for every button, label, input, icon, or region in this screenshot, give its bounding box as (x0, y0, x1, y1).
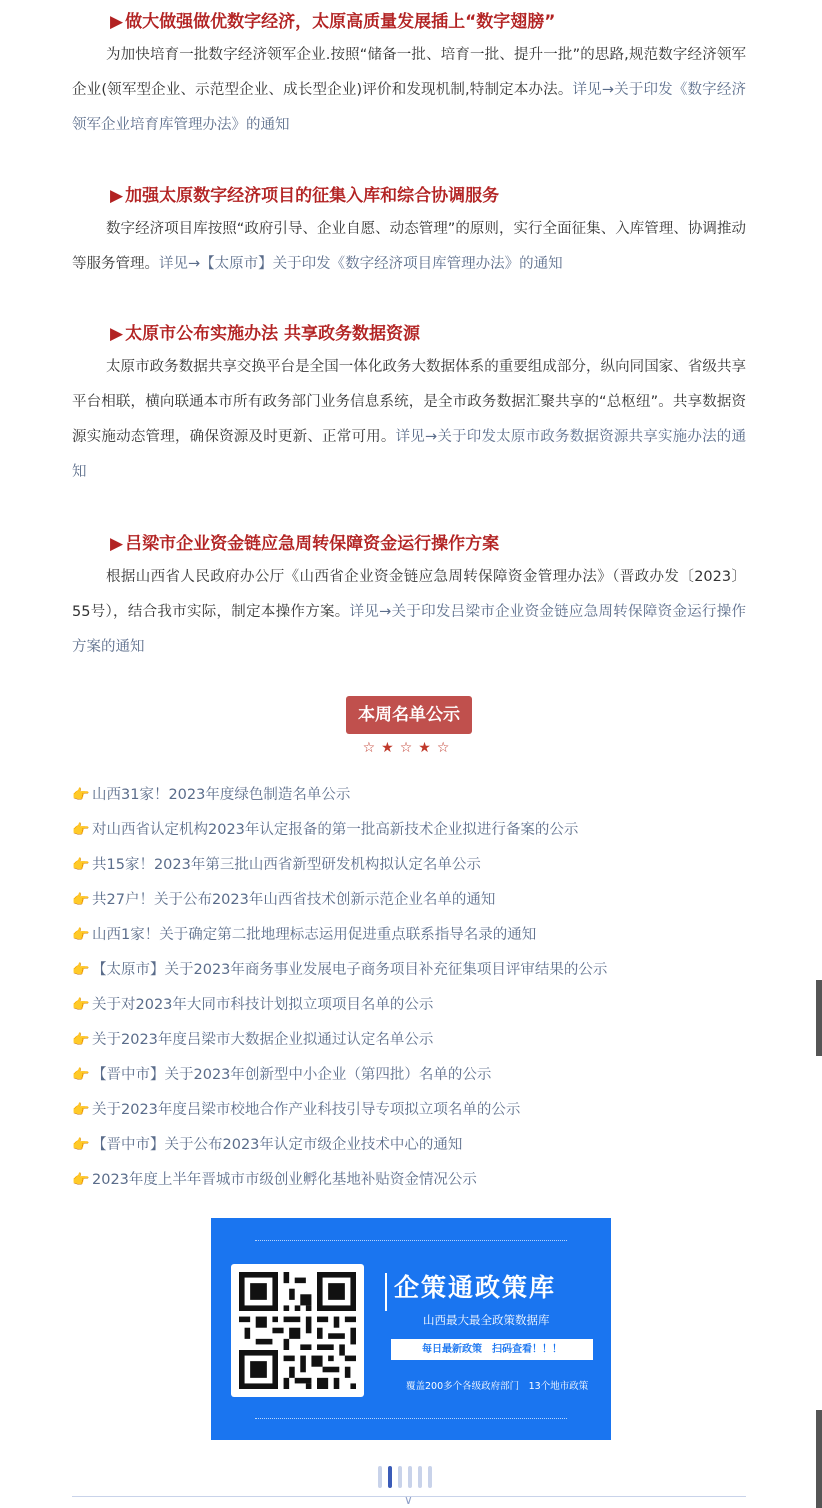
list-item[interactable]: 👉 共27户！关于公布2023年山西省技术创新示范企业名单的通知 (72, 883, 746, 918)
pointing-hand-icon: 👉 (72, 787, 90, 803)
pointing-hand-icon: 👉 (72, 1172, 90, 1188)
star-filled-icon: ★ (381, 740, 400, 756)
section-paragraph: 数字经济项目库按照“政府引导、企业自愿、动态管理”的原则，实行全面征集、入库管理、协调推动等服务管理。详见→【太原市】关于印发《数字经济项目库管理办法》的通知 (72, 221, 746, 272)
list-item[interactable]: 👉 共15家！2023年第三批山西省新型研发机构拟认定名单公示 (72, 848, 746, 883)
list-item[interactable]: 👉 关于2023年度吕梁市大数据企业拟通过认定名单公示 (72, 1023, 746, 1058)
triangle-icon: ▶ (110, 12, 124, 32)
detail-link[interactable]: 详见→关于印发《数字经济领军企业培育库管理办法》的通知 (72, 82, 747, 133)
list-item[interactable]: 👉 关于对2023年大同市科技计划拟立项项目名单的公示 (72, 988, 746, 1023)
weekly-badge: 本周名单公示 (346, 696, 472, 734)
section-title: ▶ 吕梁市企业资金链应急周转保障资金运行操作方案 (110, 534, 500, 554)
section-data-sharing (72, 318, 746, 490)
detail-link[interactable]: 详见→关于印发吕梁市企业资金链应急周转保障资金运行操作方案的通知 (72, 604, 746, 655)
list-item[interactable]: 👉 【晋中市】关于公布2023年认定市级企业技术中心的通知 (72, 1128, 746, 1163)
banner-divider (385, 1273, 387, 1311)
scrollbar-thumb[interactable] (816, 980, 822, 1056)
chevron-down-icon: ∨ (404, 1493, 413, 1507)
pointing-hand-icon: 👉 (72, 1067, 90, 1083)
page-dot (418, 1466, 422, 1488)
star-filled-icon: ★ (418, 740, 437, 756)
section-title: ▶ 加强太原数字经济项目的征集入库和综合协调服务 (110, 186, 500, 206)
star-outline-icon: ☆ (436, 740, 456, 756)
section-paragraph: 根据山西省人民政府办公厅《山西省企业资金链应急周转保障资金管理办法》（晋政办发〔2023〕55号），结合我市实际，制定本操作方案。详见→关于印发吕梁市企业资金链应急周转保障资金运行操作方案的通知 (72, 569, 746, 655)
banner-title: 企策通政策库 (394, 1273, 557, 1302)
pointing-hand-icon: 👉 (72, 1032, 90, 1048)
section-title: ▶ 太原市公布实施办法 共享政务数据资源 (110, 324, 420, 344)
page-dot (398, 1466, 402, 1488)
detail-link[interactable]: 详见→关于印发太原市政务数据资源共享实施办法的通知 (72, 429, 747, 480)
section-paragraph: 为加快培育一批数字经济领军企业.按照“储备一批、培育一批、提升一批”的思路,规范数字经济领军企业(领军型企业、示范型企业、成长型企业)评价和发现机制,特制定本办法。详见→关于印发《数字经济领军企业培育库管理办法》的通知 (72, 47, 747, 133)
pointing-hand-icon: 👉 (72, 892, 90, 908)
section-digital-economy-leaders (72, 6, 746, 143)
pointing-hand-icon: 👉 (72, 927, 90, 943)
list-item[interactable]: 👉 2023年度上半年晋城市市级创业孵化基地补贴资金情况公示 (72, 1163, 746, 1198)
page-dot (408, 1466, 412, 1488)
list-item[interactable]: 👉 山西31家！2023年度绿色制造名单公示 (72, 778, 746, 813)
pointing-hand-icon: 👉 (72, 1102, 90, 1118)
pointing-hand-icon: 👉 (72, 857, 90, 873)
triangle-icon: ▶ (110, 186, 124, 206)
section-title: ▶ 做大做强做优数字经济，太原高质量发展插上“数字翅膀” (110, 12, 556, 32)
triangle-icon: ▶ (110, 534, 124, 554)
section-paragraph: 太原市政务数据共享交换平台是全国一体化政务大数据体系的重要组成部分，纵向同国家、省级共享平台相联，横向联通本市所有政务部门业务信息系统，是全市政务数据汇聚共享的“总枢纽”。共享数据资源实施动态管理，确保资源及时更新、正常可用。详见→关于印发太原市政务数据资源共享实施办法的通知 (72, 359, 747, 480)
star-divider (72, 740, 746, 760)
policy-library-banner[interactable] (211, 1218, 611, 1440)
page-dot (428, 1466, 432, 1488)
pointing-hand-icon: 👉 (72, 997, 90, 1013)
detail-link[interactable]: 详见→【太原市】关于印发《数字经济项目库管理办法》的通知 (159, 256, 563, 272)
weekly-list (72, 778, 746, 1198)
star-outline-icon: ☆ (399, 740, 419, 756)
page-indicator (378, 1466, 438, 1490)
qr-code-icon (239, 1272, 356, 1389)
weekly-list-header (72, 696, 746, 760)
list-item[interactable]: 👉 【晋中市】关于2023年创新型中小企业（第四批）名单的公示 (72, 1058, 746, 1093)
list-item[interactable]: 👉 山西1家！关于确定第二批地理标志运用促进重点联系指导名录的通知 (72, 918, 746, 953)
triangle-icon: ▶ (110, 324, 124, 344)
qr-code (231, 1264, 364, 1397)
banner-cta: 每日最新政策 扫码查看！！！ (391, 1339, 593, 1360)
pointing-hand-icon: 👉 (72, 1137, 90, 1153)
dotted-divider (255, 1418, 567, 1419)
list-item[interactable]: 👉 【太原市】关于2023年商务事业发展电子商务项目补充征集项目评审结果的公示 (72, 953, 746, 988)
page-dot-active (388, 1466, 392, 1488)
list-item[interactable]: 👉 关于2023年度吕梁市校地合作产业科技引导专项拟立项名单的公示 (72, 1093, 746, 1128)
list-item[interactable]: 👉 对山西省认定机构2023年认定报备的第一批高新技术企业拟进行备案的公示 (72, 813, 746, 848)
section-funding-plan (72, 528, 746, 665)
dotted-divider (255, 1240, 567, 1241)
scrollbar-thumb[interactable] (816, 1410, 822, 1508)
star-outline-icon: ☆ (362, 740, 382, 756)
pointing-hand-icon: 👉 (72, 962, 90, 978)
section-project-library (72, 180, 746, 282)
banner-footer: 覆盖200多个各级政府部门 13个地市政策 (406, 1381, 589, 1392)
pointing-hand-icon: 👉 (72, 822, 90, 838)
banner-subtitle: 山西最大最全政策数据库 (423, 1313, 550, 1327)
page-dot (378, 1466, 382, 1488)
